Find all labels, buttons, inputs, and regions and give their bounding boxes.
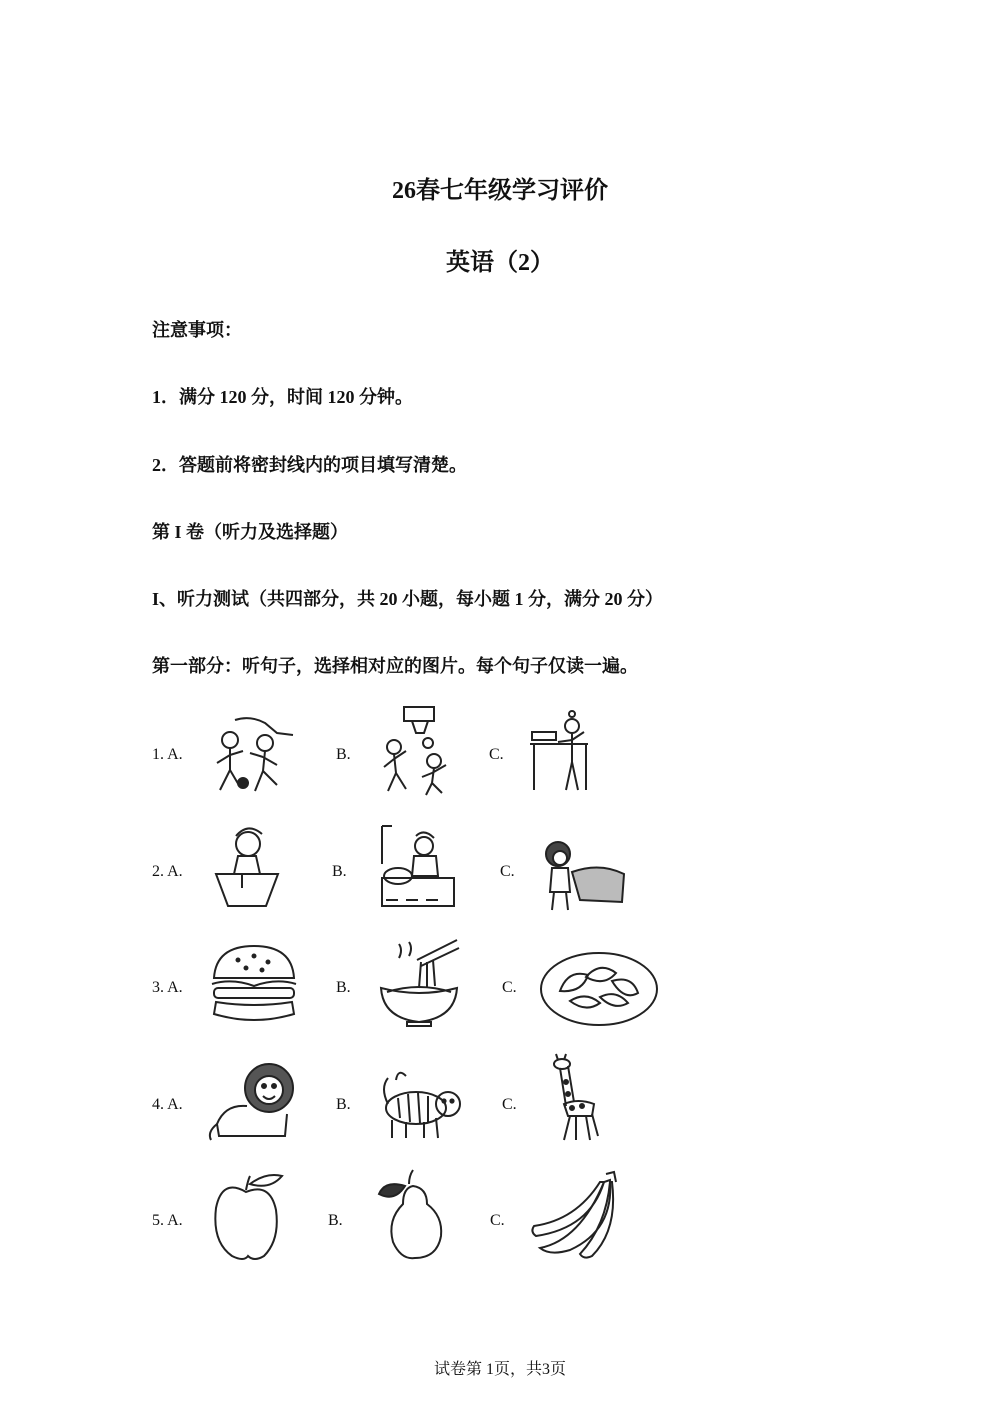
note-item-1: 1．满分 120 分，时间 120 分钟。 [152,387,413,407]
pear-icon [375,1168,447,1262]
giraffe-icon [542,1052,602,1144]
option-label: C. [500,863,515,880]
option-label: C. [502,1096,517,1113]
option-label: B. [336,746,351,763]
kids-playing-soccer-icon [205,715,295,797]
notes-heading: 注意事项： [152,320,242,340]
lion-icon [205,1060,297,1144]
tiger-icon [376,1068,466,1142]
page-subtitle: 英语（2） [446,250,554,276]
note-item-2: 2．答题前将密封线内的项目填写清楚。 [152,455,467,475]
option-label: C. [490,1212,505,1229]
part1-instruction: 第一部分：听句子，选择相对应的图片。每个句子仅读一遍。 [152,656,638,676]
section-heading: I、听力测试（共四部分，共 20 小题，每小题 1 分，满分 20 分） [152,589,664,609]
bananas-icon [530,1170,622,1260]
option-label: 4. A. [152,1096,183,1113]
option-label: B. [336,979,351,996]
noodles-icon [377,936,461,1028]
option-label: 2. A. [152,863,183,880]
girl-washing-bowl-icon [212,822,282,912]
dumplings-icon [538,947,660,1029]
girl-cleaning-icon [540,836,628,912]
option-label: 3. A. [152,979,183,996]
page-footer: 试卷第 1页，共3页 [433,1361,566,1378]
option-label: B. [336,1096,351,1113]
volume-heading: 第 I 卷（听力及选择题） [152,522,349,542]
option-label: C. [502,979,517,996]
hamburger-icon [208,942,300,1026]
option-label: B. [328,1212,343,1229]
option-label: 5. A. [152,1212,183,1229]
option-label: 1. A. [152,746,183,763]
page-title: 26春七年级学习评价 [392,178,608,204]
kids-playing-basketball-icon [376,705,456,797]
girl-cooking-icon [378,824,458,910]
boy-reading-at-desk-icon [528,710,602,794]
option-label: B. [332,863,347,880]
option-label: C. [489,746,504,763]
apple-icon [210,1170,286,1262]
